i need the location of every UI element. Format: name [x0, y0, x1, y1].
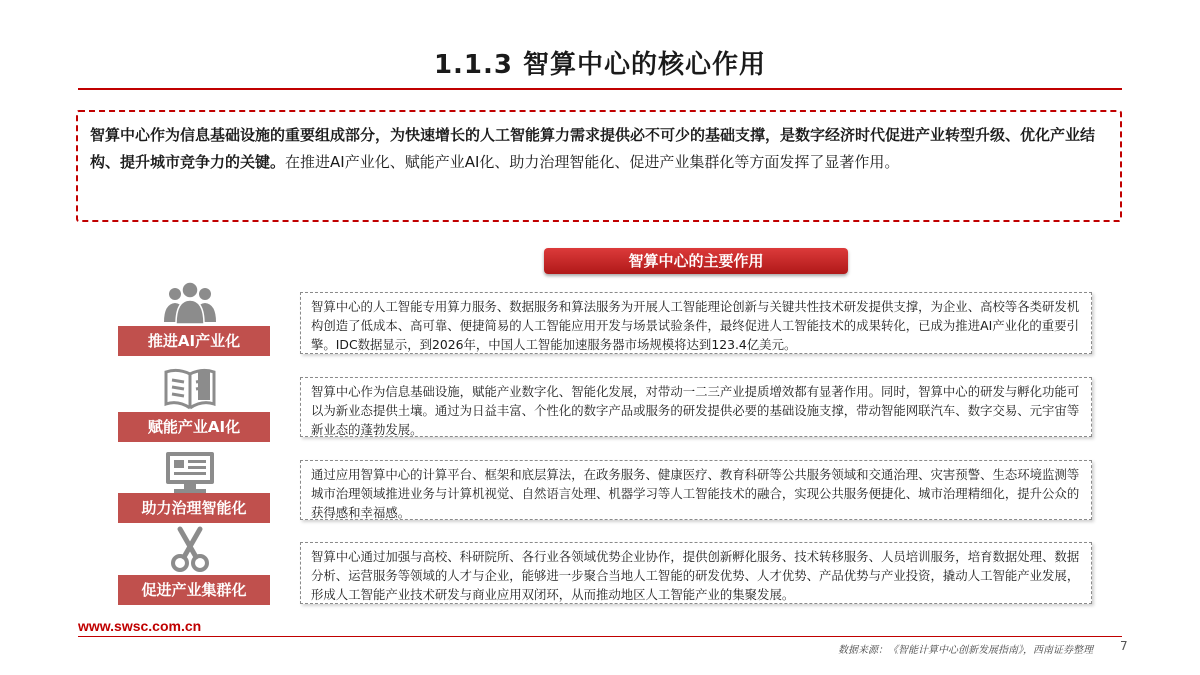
intro-bold-text: 智算中心作为信息基础设施的重要组成部分，为快速增长的人工智能算力需求提供必不可少的基础支撑，是数字经济时代促进产业转型升级、优化产业结构、提升城市竞争力的关键。	[90, 126, 1096, 171]
footer-url[interactable]: www.swsc.com.cn	[78, 618, 202, 634]
people-icon	[160, 278, 220, 326]
intro-box	[76, 110, 1122, 222]
data-source-note: 数据来源：《智能计算中心创新发展指南》，西南证券整理	[838, 645, 1093, 656]
role-description-4: 智算中心通过加强与高校、科研院所、各行业各领域优势企业协作，提供创新孵化服务、技术转移服务、人员培训服务，培育数据处理、数据分析、运营服务等领域的人才与企业，能够进一步聚合当地人工智能的研发优势、人才优势、产品优势与产业投资，撬动人工智能产业发展，形成人工智能产业技术研发与商业应用双闭环，从而推动地区人工智能产业的集聚发展。	[300, 542, 1092, 604]
role-label-industry-cluster: 促进产业集群化	[118, 575, 270, 605]
role-description-2: 智算中心作为信息基础设施，赋能产业数字化、智能化发展，对带动一二三产业提质增效都有显著作用。同时，智算中心的研发与孵化功能可以为新业态提供土壤。通过为日益丰富、个性化的数字产品或服务的研发提供必要的基础设施支撑，带动智能网联汽车、数字交易、元宇宙等新业态的蓬勃发展。	[300, 377, 1092, 437]
role-description-1: 智算中心的人工智能专用算力服务、数据服务和算法服务为开展人工智能理论创新与关键共性技术研发提供支撑，为企业、高校等各类研发机构创造了低成本、高可靠、便捷简易的人工智能应用开发与场景试验条件，最终促进人工智能技术的成果转化，已成为推进AI产业化的重要引擎。IDC数据显示，到2026年，中国人工智能加速服务器市场规模将达到123.4亿美元。	[300, 292, 1092, 354]
book-icon	[160, 364, 220, 412]
role-label-industry-ai: 赋能产业AI化	[118, 412, 270, 442]
role-label-ai-industrialization: 推进AI产业化	[118, 326, 270, 356]
role-description-3: 通过应用智算中心的计算平台、框架和底层算法，在政务服务、健康医疗、教育科研等公共服务领域和交通治理、灾害预警、生态环境监测等城市治理领域推进业务与计算机视觉、自然语言处理、机器学习等人工智能技术的融合，实现公共服务便捷化、城市治理精细化，提升公众的获得感和幸福感。	[300, 460, 1092, 520]
section-banner: 智算中心的主要作用	[544, 248, 848, 274]
page-number: 7	[1120, 639, 1128, 653]
intro-normal-text: 在推进AI产业化、赋能产业AI化、助力治理智能化、促进产业集群化等方面发挥了显著作用。	[285, 153, 900, 171]
scissors-icon	[160, 526, 220, 574]
role-label-smart-governance: 助力治理智能化	[118, 493, 270, 523]
footer-divider	[78, 636, 1122, 637]
title-divider	[78, 88, 1122, 90]
monitor-icon	[160, 448, 220, 496]
page-title: 1.1.3 智算中心的核心作用	[433, 50, 767, 80]
